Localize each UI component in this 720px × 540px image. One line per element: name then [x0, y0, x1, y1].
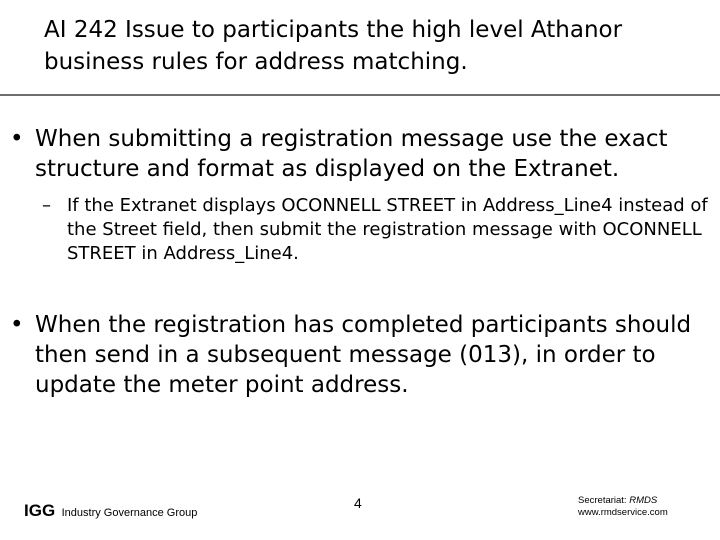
slide-title: AI 242 Issue to participants the high level Athanor business rules for address matching. [44, 17, 623, 75]
igg-logo: IGG [24, 501, 56, 520]
footer-organization [24, 501, 197, 521]
secretariat-line [578, 495, 708, 507]
bullet-marker: • [10, 126, 24, 152]
bullet-marker: • [10, 312, 24, 338]
title-divider [0, 94, 720, 96]
page-number: 4 [354, 495, 362, 511]
secretariat-label: Secretariat: [578, 495, 627, 506]
secretariat-value: RMDS [629, 495, 658, 506]
bullet-text: When the registration has completed participants should then send in a subsequent message (013), in order to update the meter point address. [35, 312, 692, 398]
organization-name: Industry Governance Group [61, 507, 198, 519]
bullet-text: When submitting a registration message use the exact structure and format as displayed on the Extranet. [35, 126, 668, 182]
footer-secretariat [578, 495, 708, 519]
website-link[interactable]: www.rmdservice.com [578, 507, 668, 518]
sub-bullet-text: If the Extranet displays OCONNELL STREET in Address_Line4 instead of the Street field, then submit the registration message with OCONNELL STREET in Address_Line4. [67, 195, 708, 264]
sub-bullet-marker: – [42, 195, 51, 216]
